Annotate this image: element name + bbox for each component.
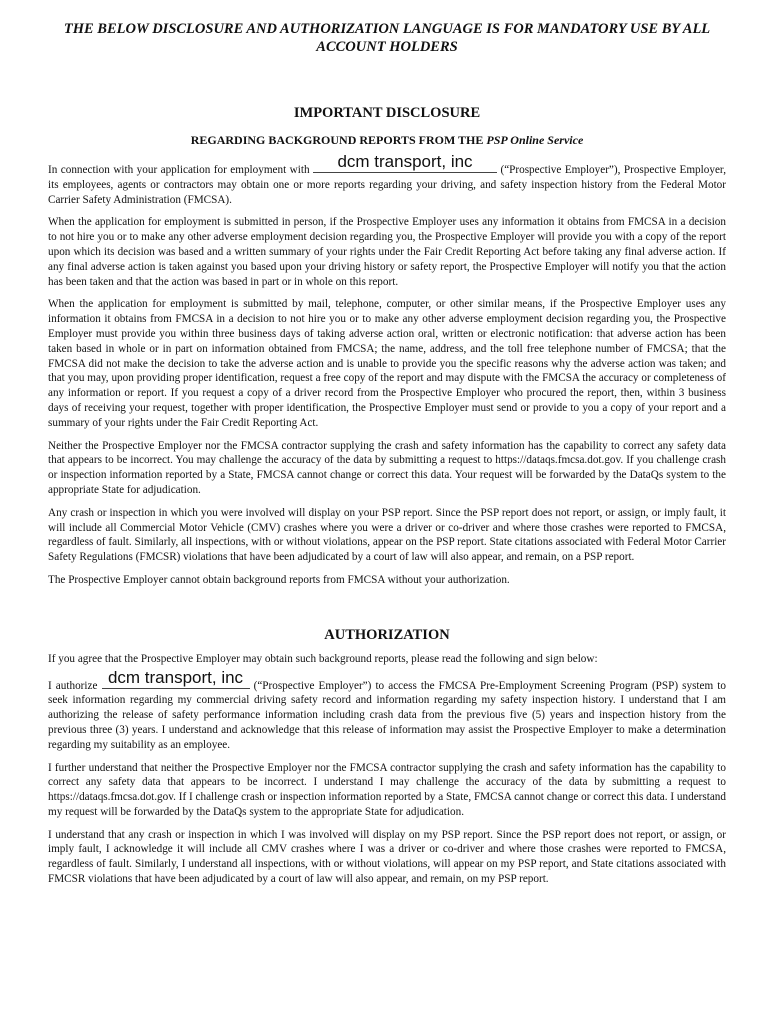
subtitle-service-name: PSP Online Service (486, 133, 584, 147)
a1-after: (“Prospective Employer”) to access the FMCSA Pre-Employment Screening Program (PSP) system to seek information regarding my commercial driving safety record and information regarding my safety inspection history. I understand that I am authorizing the release of safety performance information including crash data from the previous five (5) years and inspection history from the previous three (3) years. I understand and acknowledge that this release of information may assist the Prospective Employer to make a determination regarding my suitability as an employee. (48, 679, 726, 751)
disclosure-paragraph-4: Neither the Prospective Employer nor the FMCSA contractor supplying the crash and safety information has the capability to correct any safety data that appears to be incorrect. You may challenge the accuracy of the data by submitting a request to https://dataqs.fmcsa.dot.gov. If you challenge crash or inspection information reported by a State, FMCSA cannot change or correct this data. Your request will be forwarded by the DataQs system to the appropriate State for adjudication. (48, 439, 726, 496)
disclosure-subtitle (48, 133, 726, 148)
disclosure-paragraph-5: Any crash or inspection in which you were involved will display on your PSP report. Since the PSP report does not report, or assign, or imply fault, it will include all Commercial Motor Vehicle (CMV) crashes where you were a driver or co-driver and where those crashes were reported to FMCSA, regardless of fault. Similarly, all inspections, with or without violations, appear on the PSP report. State citations associated with Federal Motor Carrier Safety Regulations (FMCSR) violations that have been adjudicated by a court of law will also appear, and remain, on a PSP report. (48, 506, 726, 564)
disclosure-paragraph-1 (48, 152, 726, 207)
authorization-intro: If you agree that the Prospective Employer may obtain such background reports, please read the following and sign below: (48, 652, 598, 665)
disclosure-paragraph-6: The Prospective Employer cannot obtain background reports from FMCSA without your authorization. (48, 573, 510, 586)
authorization-paragraph-1 (48, 667, 726, 753)
authorization-paragraph-3: I understand that any crash or inspection in which I was involved will display on my PSP report. Since the PSP report does not report, or assign, or imply fault, I acknowledge it will include all CMV crashes where I was a driver or co-driver and where those crashes were reported to FMCSA, regardless of fault. Similarly, I understand all inspections, with or without violations, will appear on my PSP report, and State citations associated with FMCSR violations that have been adjudicated by a court of law will also appear, and remain, on my PSP report. (48, 828, 726, 886)
disclosure-paragraph-2: When the application for employment is submitted in person, if the Prospective Employer uses any information it obtains from FMCSA in a decision to not hire you or to make any other adverse employment decision regarding you, the Prospective Employer will provide you with a copy of the report upon which its decision was based and a written summary of your rights under the Fair Credit Reporting Act before taking any final adverse action. If any final adverse action is taken against you based upon your driving history or safety report, the Prospective Employer will notify you that the action has been taken and that the action was based in part or in whole on this report. (48, 216, 726, 288)
subtitle-prefix: REGARDING BACKGROUND REPORTS FROM THE (190, 133, 487, 147)
a1-before: I authorize (48, 679, 102, 692)
employer-name-value: dcm transport, inc (337, 152, 473, 171)
authorized-employer-value: dcm transport, inc (107, 667, 244, 687)
p1-before: In connection with your application for employment with (48, 164, 314, 176)
disclosure-title: IMPORTANT DISCLOSURE (293, 105, 481, 121)
disclosure-paragraph-3: When the application for employment is submitted by mail, telephone, computer, or other similar means, if the Prospective Employer uses any information it obtains from FMCSA in a decision to not hire you or to make any other adverse employment decision regarding you, the Prospective Employer must provide you within three business days of taking adverse action oral, written or electronic notification: that adverse action has been taken based in whole or in part on information obtained from FMCSA; the name, address, and the toll free telephone number of FMCSA; that the FMCSA did not make the decision to take the adverse action and is unable to provide you the specific reasons why the adverse action was taken; and that you may, upon providing proper identification, request a free copy of the report and may dispute with the FMCSA the accuracy or completeness of any information or report. If you request a copy of a driver record from the Prospective Employer who procured the report, then, within 3 business days of receiving your request, together with proper identification, the Prospective Employer must send or provide to you a copy of your report and a summary of your rights under the Fair Credit Reporting Act. (48, 298, 726, 429)
employer-name-field[interactable] (313, 152, 497, 173)
p1-after: (“Prospective Employer”), Prospective Employer, its employees, agents or contractors may obtain one or more reports regarding your driving, and safety inspection history from the Federal Motor Carrier Safety Administration (FMCSA). (48, 164, 726, 206)
mandatory-use-banner: THE BELOW DISCLOSURE AND AUTHORIZATION LANGUAGE IS FOR MANDATORY USE BY ALL ACCOUNT HOLDERS (63, 21, 711, 55)
authorization-paragraph-2: I further understand that neither the Prospective Employer nor the FMCSA contractor supplying the crash and safety information has the capability to correct any safety data that appears to be incorrect. I understand I may challenge the accuracy of the data by submitting a request to https://dataqs.fmcsa.dot.gov. If I challenge crash or inspection information reported by a State, FMCSA cannot change or correct this data. I understand my request will be forwarded by the DataQs system to the appropriate State for adjudication. (48, 761, 726, 818)
authorization-title: AUTHORIZATION (324, 626, 450, 643)
authorized-employer-field[interactable] (102, 667, 250, 689)
